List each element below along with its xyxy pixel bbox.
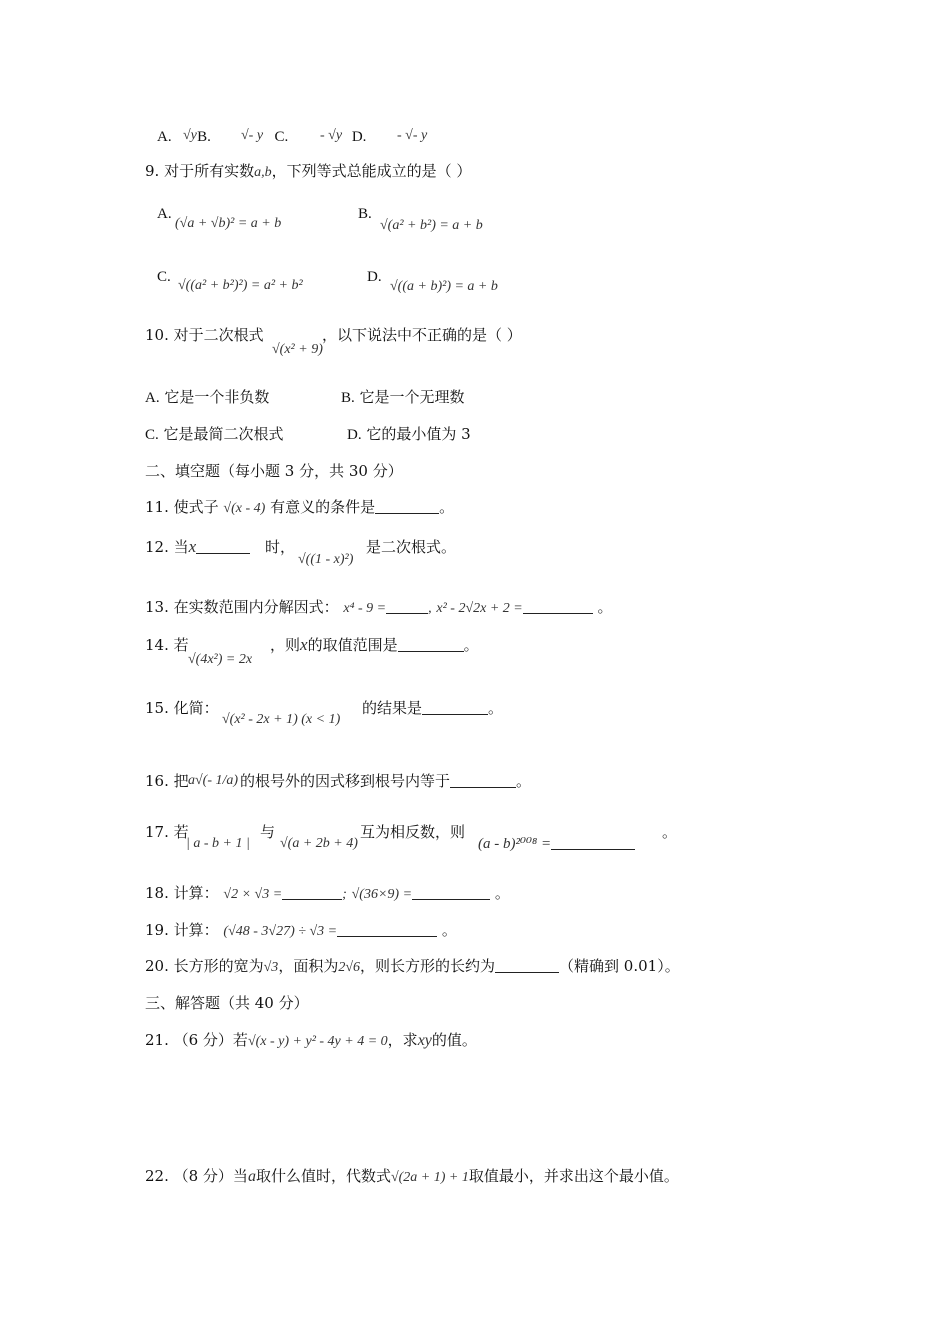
q13: 13. 在实数范围内分解因式： x⁴ - 9 = , x² - 2√2x + 2 = 。 <box>145 598 613 616</box>
q13-blank-1[interactable] <box>386 613 428 614</box>
q19: 19. 计算： (√48 - 3√27) ÷ √3 = 。 <box>145 921 457 939</box>
q11: 11. 使式子 √(x - 4) 有意义的条件是 。 <box>145 498 455 516</box>
q18: 18. 计算： √2 × √3 = ; √(36×9) = 。 <box>145 884 510 902</box>
section2-title: 二、填空题（每小题 3 分，共 30 分） <box>145 462 403 480</box>
q8-b-expr: √- y <box>241 128 264 143</box>
q11-blank[interactable] <box>375 513 439 514</box>
q10-option-d: D. 它的最小值为 3 <box>347 425 471 443</box>
q9-option-b-expr: √(a² + b²) = a + b <box>380 218 483 233</box>
q12-expr: √((1 - x)²) <box>298 552 354 567</box>
q13-blank-2[interactable] <box>523 613 593 614</box>
section3-title: 三、解答题（共 40 分） <box>145 994 309 1012</box>
q17-expr2: √(a + 2b + 4) <box>280 836 358 851</box>
q10-expr: √(x² + 9) <box>272 342 323 357</box>
q8-option-b: B. <box>197 129 211 145</box>
q10-option-c: C. 它是最简二次根式 <box>145 425 284 443</box>
q20: 20. 长方形的宽为√3，面积为2√6，则长方形的长约为 （精确到 0.01）。 <box>145 957 680 975</box>
q15-rest: 的结果是 。 <box>362 699 504 717</box>
q15-blank[interactable] <box>422 714 488 715</box>
q14-blank[interactable] <box>398 651 464 652</box>
q11-expr: √(x - 4) <box>223 501 266 516</box>
q8-d-expr: - √- y <box>397 128 428 143</box>
q8-option-a: A. <box>157 129 172 145</box>
q14: 14. 若 <box>145 636 189 654</box>
q17-end: 。 <box>662 823 678 841</box>
q9-option-d-expr: √((a + b)²) = a + b <box>390 279 498 294</box>
q15-expr: √(x² - 2x + 1) (x < 1) <box>222 712 341 727</box>
q18-blank-2[interactable] <box>412 899 490 900</box>
q17-expr1: | a - b + 1 | <box>186 836 250 851</box>
q9-option-d: D. <box>367 269 382 285</box>
q9-option-b: B. <box>358 206 372 222</box>
q19-blank[interactable] <box>337 936 437 937</box>
q9-option-c-expr: √((a² + b²)²) = a² + b² <box>178 278 303 293</box>
q8-a-expr: √y <box>183 128 197 143</box>
q12-post: 是二次根式。 <box>366 538 457 556</box>
q17-blank[interactable] <box>551 849 635 850</box>
q9-option-c: C. <box>157 269 171 285</box>
q16-expr: a√(- 1/a) <box>188 773 239 788</box>
q10-option-b: B. 它是一个无理数 <box>341 388 465 406</box>
q10-stem: 10. 对于二次根式 <box>145 326 264 344</box>
q12-blank[interactable] <box>196 553 250 554</box>
q21: 21. （6 分）若√(x - y) + y² - 4y + 4 = 0，求xy的值。 <box>145 1031 477 1049</box>
q17-mid2: 互为相反数，则 <box>360 823 466 841</box>
q12: 12. 当x 时， <box>145 537 295 556</box>
q18-blank-1[interactable] <box>282 899 342 900</box>
q10-option-a: A. 它是一个非负数 <box>145 388 270 406</box>
q17-expr3: (a - b)²⁰⁰⁸ = <box>478 834 635 854</box>
q16: 16. 把 <box>145 772 189 790</box>
q16-rest: 的根号外的因式移到根号内等于 。 <box>240 772 532 790</box>
q8-c-expr: - √y <box>320 128 343 143</box>
q17: 17. 若 <box>145 823 189 841</box>
q8-option-d: D. <box>351 129 367 145</box>
q22: 22. （8 分）当a取什么值时，代数式√(2a + 1) + 1取值最小，并求出这个最小值。 <box>145 1167 679 1185</box>
q17-mid1: 与 <box>260 823 276 841</box>
q8-option-c: C. <box>274 129 289 145</box>
q9-option-a-expr: (√a + √b)² = a + b <box>175 216 282 231</box>
q14-expr: √(4x²) = 2x <box>188 652 253 667</box>
q9-stem: 9. 对于所有实数a,b，下列等式总能成立的是（ ） <box>145 162 472 180</box>
q16-blank[interactable] <box>450 787 516 788</box>
q20-blank[interactable] <box>495 972 559 973</box>
q15: 15. 化简： <box>145 699 219 717</box>
q10-stem-post: ，以下说法中不正确的是（ ） <box>322 326 522 344</box>
q9-option-a: A. <box>157 206 172 222</box>
q14-rest: ，则x的取值范围是 。 <box>270 635 479 654</box>
